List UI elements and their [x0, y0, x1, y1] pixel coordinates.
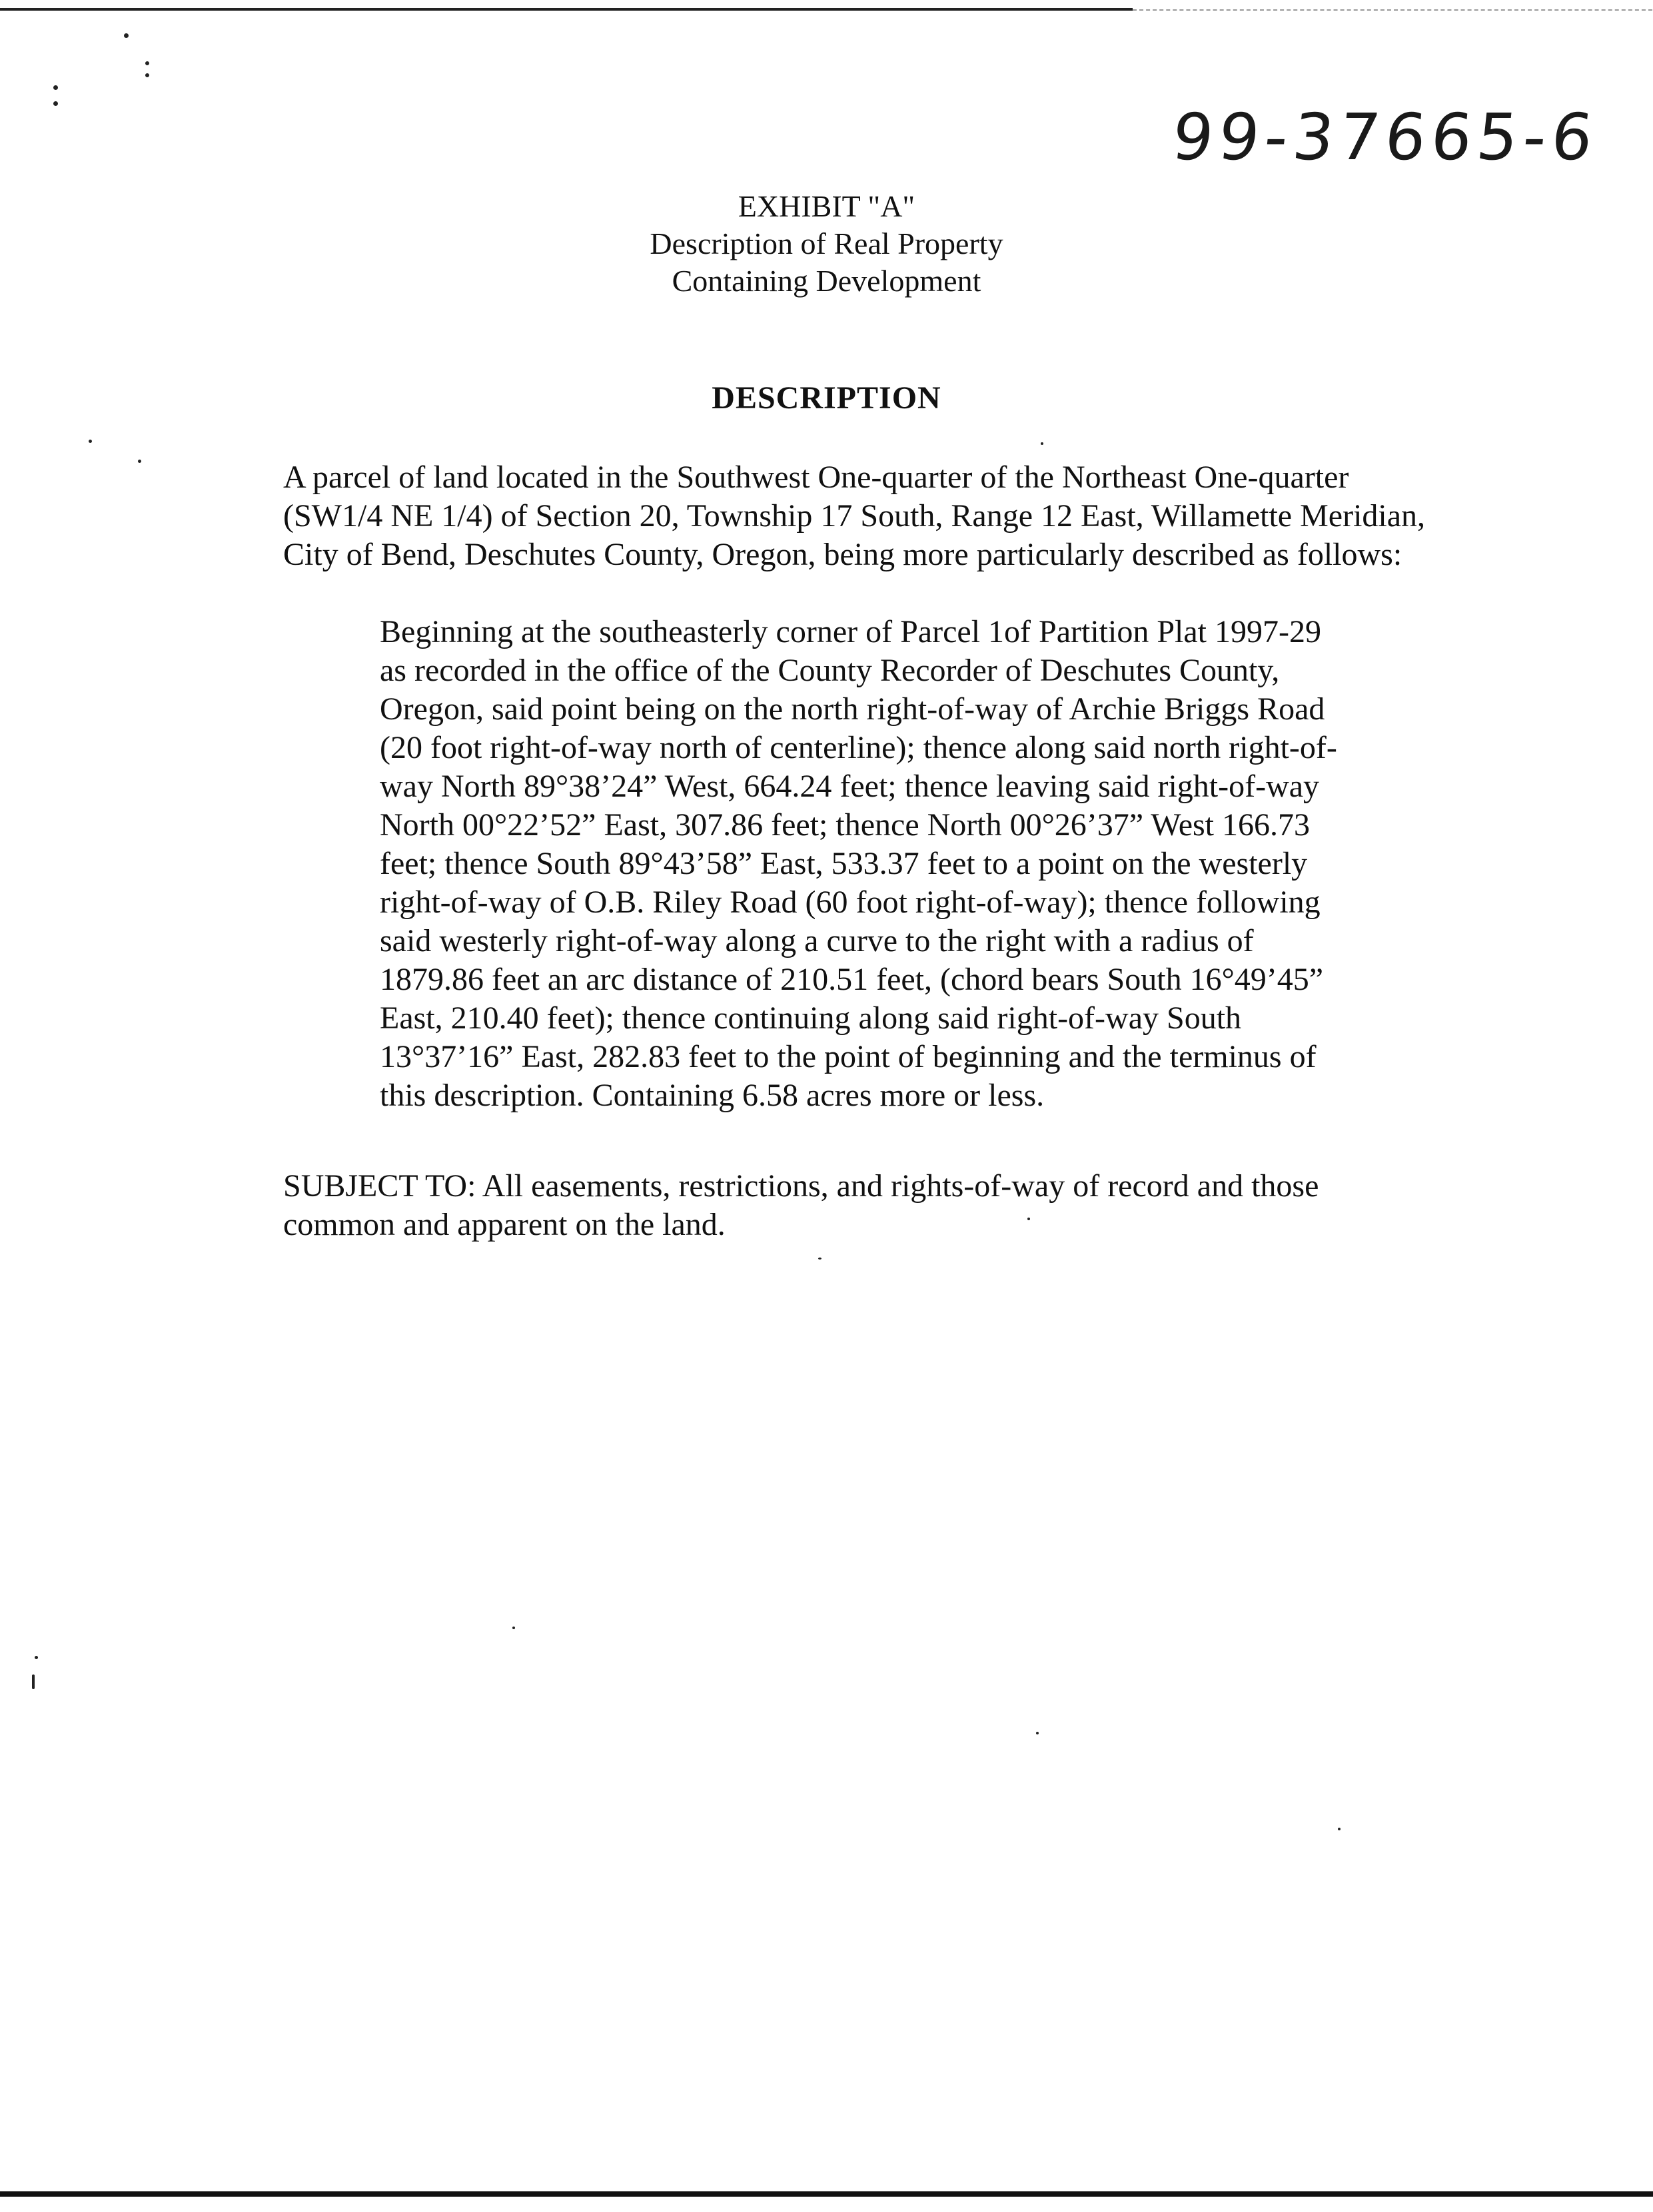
scan-speck — [145, 61, 149, 65]
metes-line: Oregon, said point being on the north right-of-way of Archie Briggs Road — [380, 691, 1325, 727]
scan-speck — [124, 33, 129, 38]
intro-paragraph — [283, 458, 1469, 574]
metes-line: way North 89°38’24” West, 664.24 feet; thence leaving said right-of-way — [380, 769, 1320, 804]
top-border-dashed-line — [1133, 9, 1652, 11]
metes-line: as recorded in the office of the County Recorder of Deschutes County, — [380, 653, 1280, 688]
scan-speck — [818, 1258, 822, 1260]
metes-line: North 00°22’52” East, 307.86 feet; thence North 00°26’37” West 166.73 — [380, 807, 1311, 843]
handwritten-document-number: 99-37665-6 — [1169, 100, 1602, 175]
scan-speck — [53, 85, 58, 90]
metes-line: this description. Containing 6.58 acres more or less. — [380, 1078, 1045, 1113]
subject-line: common and apparent on the land. — [283, 1207, 726, 1242]
metes-and-bounds-paragraph — [380, 613, 1419, 1115]
metes-line: (20 foot right-of-way north of centerline); thence along said north right-of- — [380, 730, 1337, 765]
exhibit-heading — [0, 188, 1653, 300]
intro-line: City of Bend, Deschutes County, Oregon, being more particularly described as follows: — [283, 537, 1402, 572]
metes-line: East, 210.40 feet); thence continuing along said right-of-way South — [380, 1000, 1242, 1036]
metes-line: 1879.86 feet an arc distance of 210.51 feet, (chord bears South 16°49’45” — [380, 962, 1324, 997]
exhibit-subtitle-line-1: Description of Real Property — [650, 226, 1003, 260]
exhibit-subtitle-line-2: Containing Development — [672, 264, 981, 298]
subject-line: SUBJECT TO: All easements, restrictions, and rights-of-way of record and those — [283, 1168, 1319, 1204]
scan-speck — [1036, 1732, 1039, 1734]
scan-speck — [89, 440, 92, 443]
scan-speck — [512, 1627, 515, 1629]
scan-speck — [1338, 1828, 1341, 1830]
intro-line: A parcel of land located in the Southwest One-quarter of the Northeast One-quarter — [283, 460, 1349, 495]
metes-line: said westerly right-of-way along a curve to the right with a radius of — [380, 923, 1254, 958]
scan-speck — [53, 101, 58, 106]
metes-line: Beginning at the southeasterly corner of Parcel 1of Partition Plat 1997-29 — [380, 614, 1321, 649]
top-border-line — [0, 8, 1133, 11]
bottom-border-line — [0, 2191, 1653, 2197]
scan-speck — [1041, 442, 1043, 445]
intro-line: (SW1/4 NE 1/4) of Section 20, Township 17 South, Range 12 East, Willamette Meridian, — [283, 498, 1426, 534]
scan-speck — [145, 73, 149, 77]
exhibit-label: EXHIBIT "A" — [738, 189, 915, 223]
scan-speck — [35, 1656, 38, 1659]
scan-speck — [138, 460, 141, 463]
scan-speck — [32, 1674, 35, 1689]
metes-line: right-of-way of O.B. Riley Road (60 foot right-of-way); thence following — [380, 885, 1321, 920]
section-title: DESCRIPTION — [712, 380, 941, 416]
metes-line: feet; thence South 89°43’58” East, 533.37 feet to a point on the westerly — [380, 846, 1308, 881]
metes-line: 13°37’16” East, 282.83 feet to the point of beginning and the terminus of — [380, 1039, 1317, 1074]
subject-to-paragraph — [283, 1167, 1482, 1244]
